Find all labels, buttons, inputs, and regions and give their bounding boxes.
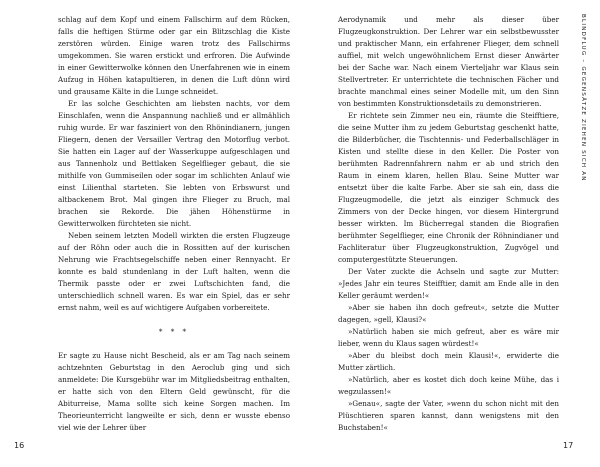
spacer [58, 314, 290, 326]
paragraph: Neben seinem letzten Modell wirkten die ersten Flugzeuge auf der Röhn oder auch die in Rossitten auf der kurischen Nehrung wie Frachtsegelschiffe neben einer Rennyacht. Er konnte es bald stundenlang in der Luft halten, wenn die Thermik passte oder er zwei Luftschichten fand, die unterschiedlich schnell waren. Es war ein Spiel, das er sehr ernst nahm, weil es auf wichtigere Aufgaben vorbereitete. [58, 231, 290, 312]
running-header: BLINDFLUG – GEGENSÄTZE ZIEHEN SICH AN [580, 14, 586, 182]
paragraph: Aerodynamik und mehr als dieser über Flugzeugkonstruktion. Der Lehrer war ein selbstbewusster und praktischer Mann, ein erfahrener Flieger, dem schnell auffiel, mit welch ungewöhnlichem Ernst dieser Anwärter bei der Sache war. Nach einem Vierteljahr war Klaus sein Stellvertreter. Er unterrichtete die technischen Fächer und brachte manchmal eines seiner Modelle mit, um den Sinn von bestimmten Konstruktionsdetails zu demonstrieren. [338, 15, 559, 108]
left-page-text [58, 14, 290, 434]
paragraph: schlag auf dem Kopf und einem Fallschirm auf dem Rücken, falls die heftigen Stürme oder gar ein Blitzschlag die Kiste zerstören würden. Einige waren trotz des Fallschirms umgekommen. Sie waren erstickt und erfroren. Die Aufwinde in einer Gewitterwolke können den Unerfahrenen wie in einem Aufzug in Höhen katapultieren, in denen die Luft dünn wird und grausame Kälte in die Lunge schneidet. [58, 15, 290, 96]
spacer [58, 338, 290, 350]
right-page-text [338, 14, 559, 434]
page-number-left: 16 [14, 441, 25, 450]
paragraph: Er richtete sein Zimmer neu ein, räumte die Steifftiere, die seine Mutter ihm zu jedem Geburtstag geschenkt hatte, die Bilderbücher, die Tischtennis- und Federballschläger in Kisten und stellte diese in den Keller. Die Poster von berühmten Radrennfahrern nahm er ab und strich den Raum in einem klaren, hellen Blau. Seine Mutter war entsetzt über die kalte Farbe. Aber sie sah ein, dass die Flugzeugmodelle, die jetzt als einziger Schmuck des Zimmers von der Decke hingen, vor diesem Hintergrund besser wirkten. Im Bücherregal standen die Biografien berühmter Segelflieger, eine Chronik der Röhnindianer und Fachliteratur über Flugzeugkonstruktion, Zugvögel und computergestützte Steuerungen. [338, 111, 559, 264]
paragraph: »Natürlich, aber es kostet dich doch keine Mühe, das i wegzulassen!« [338, 375, 559, 396]
paragraph: »Aber sie haben ihn doch gefreut«, setzte die Mutter dagegen, »gell, Klausi?« [338, 303, 559, 324]
page-number-right: 17 [563, 441, 574, 450]
paragraph: Der Vater zuckte die Achseln und sagte zur Mutter: »Jedes Jahr ein teures Steifftier, damit am Ende alle in den Keller geräumt werden!« [338, 267, 559, 300]
section-separator: * * * [158, 327, 190, 336]
paragraph: Er las solche Geschichten am liebsten nachts, vor dem Einschlafen, wenn die Anspannung nachließ und er allmählich ruhig wurde. Er war fasziniert von den Rhönindianern, jungen Fliegern, denen der Versailler Vertrag den Motorflug verbot. Sie hatten ein Lager auf der Wasserkuppe aufgeschlagen und aus Tannenholz und Bettlaken Segelflieger gebaut, die sie mithilfe von Gummiseilen oder sogar im schlichten Anlauf wie einst Lilienthal starteten. Sie lebten von Erbswurst und altbackenem Brot. Mal gingen ihre Flieger zu Bruch, mal brachen sie Rekorde. Die jähen Höhenstürme in Gewitterwolken fürchteten sie nicht. [58, 99, 290, 228]
paragraph: »Natürlich haben sie mich gefreut, aber es wäre mir lieber, wenn du Klaus sagen würdest!« [338, 327, 559, 348]
paragraph: »Genau«, sagte der Vater, »wenn du schon nicht mit den Plüschtieren sparen kannst, dann wenigstens mit den Buchstaben!« [338, 399, 559, 432]
paragraph: Er sagte zu Hause nicht Bescheid, als er am Tag nach seinem achtzehnten Geburtstag in den Aeroclub ging und sich anmeldete: Die Kursgebühr war im Mitgliedsbeitrag enthalten, er hatte sich von den Eltern Geld gewünscht, für die Abiturreise, Mama sollte sich keine Sorgen machen. Im Theorieunterricht langweilte er sich, denn er wusste ebenso viel wie der Lehrer über [58, 351, 290, 432]
paragraph: »Aber du bleibst doch mein Klausi!«, erwiderte die Mutter zärtlich. [338, 351, 559, 372]
